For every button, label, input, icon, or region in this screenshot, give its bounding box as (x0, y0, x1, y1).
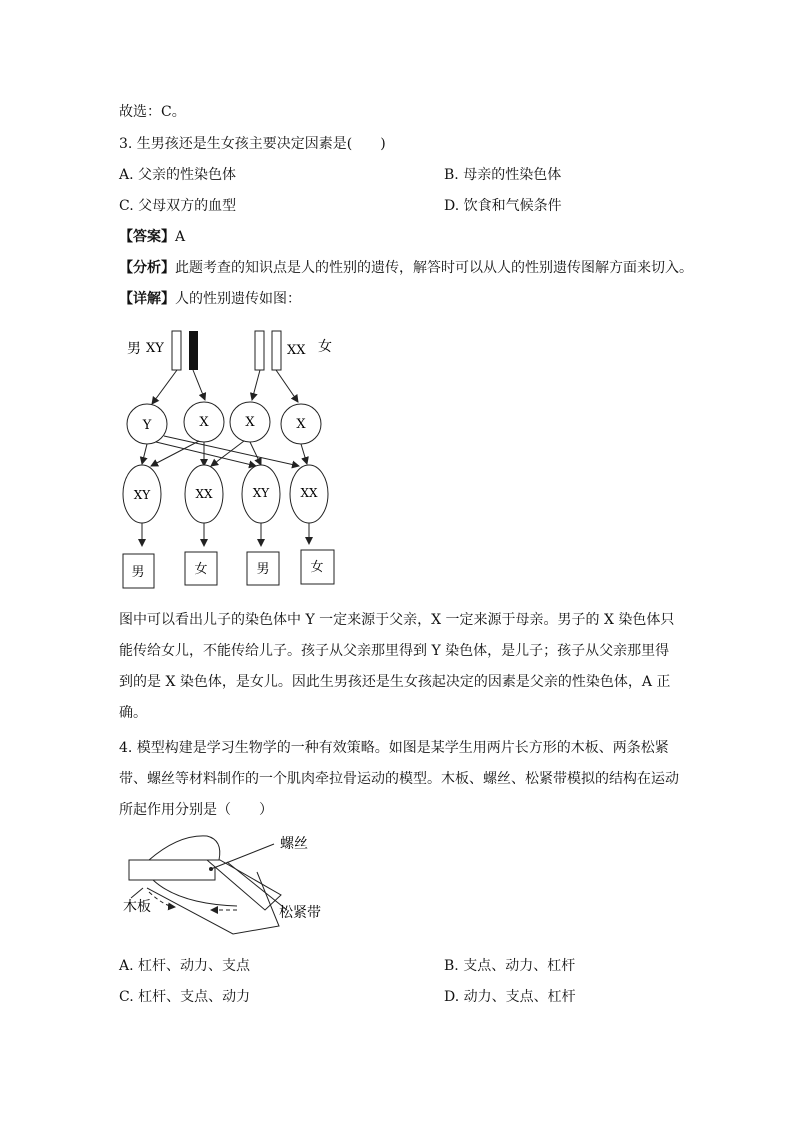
gamete-label-3: X (245, 415, 255, 430)
q3-option-c: C. 父母双方的血型 (119, 198, 237, 214)
q4-option-d: D. 动力、支点、杠杆 (444, 989, 576, 1005)
muscle-bone-model (119, 828, 339, 940)
offspring-label-4: 女 (310, 560, 324, 575)
detail-text: 人的性别遗传如图： (175, 291, 301, 307)
male-label: 男 (127, 341, 141, 357)
x-chromosome-female-2 (272, 331, 281, 370)
elastic-band-lower (153, 880, 237, 906)
analysis-tag: 【分析】 (119, 260, 175, 276)
x-chromosome-male (172, 331, 181, 370)
upper-board (129, 860, 215, 880)
zygote-label-1: XY (133, 488, 151, 502)
female-chromosome-label: XX (287, 343, 306, 358)
male-chromosome-label: XY (146, 341, 164, 356)
detail-tag: 【详解】 (119, 291, 175, 307)
answer-tag: 【答案】 (119, 229, 175, 245)
analysis-text: 此题考查的知识点是人的性别的遗传，解答时可以从人的性别遗传图解方面来切入。 (175, 260, 693, 276)
answer-value: A (175, 229, 186, 245)
dashed-arrow-left (149, 892, 175, 907)
offspring-label-2: 女 (194, 562, 208, 577)
q3-answer (119, 227, 185, 247)
zygote-label-3: XY (252, 486, 270, 500)
q3-stem: 3. 生男孩还是生女孩主要决定因素是( ) (119, 136, 386, 152)
q4-option-b: B. 支点、动力、杠杆 (444, 958, 576, 974)
q3-option-a: A. 父亲的性染色体 (119, 167, 237, 183)
zygote-label-2: XX (195, 487, 213, 501)
female-label: 女 (318, 339, 332, 355)
gamete-label-1: Y (142, 418, 152, 433)
sex-inheritance-diagram (119, 322, 349, 592)
previous-answer: 故选：C。 (119, 104, 186, 120)
gamete-label-2: X (199, 415, 209, 430)
x-chromosome-female-1 (255, 331, 264, 370)
offspring-label-1: 男 (131, 565, 145, 580)
board-label: 木板 (123, 899, 151, 915)
q3-analysis (119, 258, 693, 278)
offspring-label-3: 男 (256, 562, 270, 577)
q4-option-a: A. 杠杆、动力、支点 (119, 958, 251, 974)
q3-explanation: 图中可以看出儿子的染色体中 Y 一定来源于父亲，X 一定来源于母亲。男子的 X 染色体只能传给女儿，不能传给儿子。孩子从父亲那里得到 Y 染色体，是儿子；孩子从父亲那里得到的是 X 染色体，是女儿。因此生男孩还是生女孩起决定的因素是父亲的性染色体，A 正确。 (119, 612, 675, 721)
y-chromosome (189, 331, 198, 370)
screw-label: 螺丝 (280, 836, 308, 852)
q4-stem: 4. 模型构建是学习生物学的一种有效策略。如图是某学生用两片长方形的木板、两条松紧带、螺丝等材料制作的一个肌肉牵拉骨运动的模型。木板、螺丝、松紧带模拟的结构在运动所起作用分别是（ ） (119, 740, 679, 818)
gamete-label-4: X (296, 417, 306, 432)
elastic-band-upper (149, 836, 220, 860)
q3-option-d: D. 饮食和气候条件 (444, 198, 562, 214)
q4-option-c: C. 杠杆、支点、动力 (119, 989, 251, 1005)
zygote-label-4: XX (300, 486, 318, 500)
q3-option-b: B. 母亲的性染色体 (444, 167, 562, 183)
q3-detail (119, 289, 301, 309)
band-label: 松紧带 (279, 905, 321, 921)
